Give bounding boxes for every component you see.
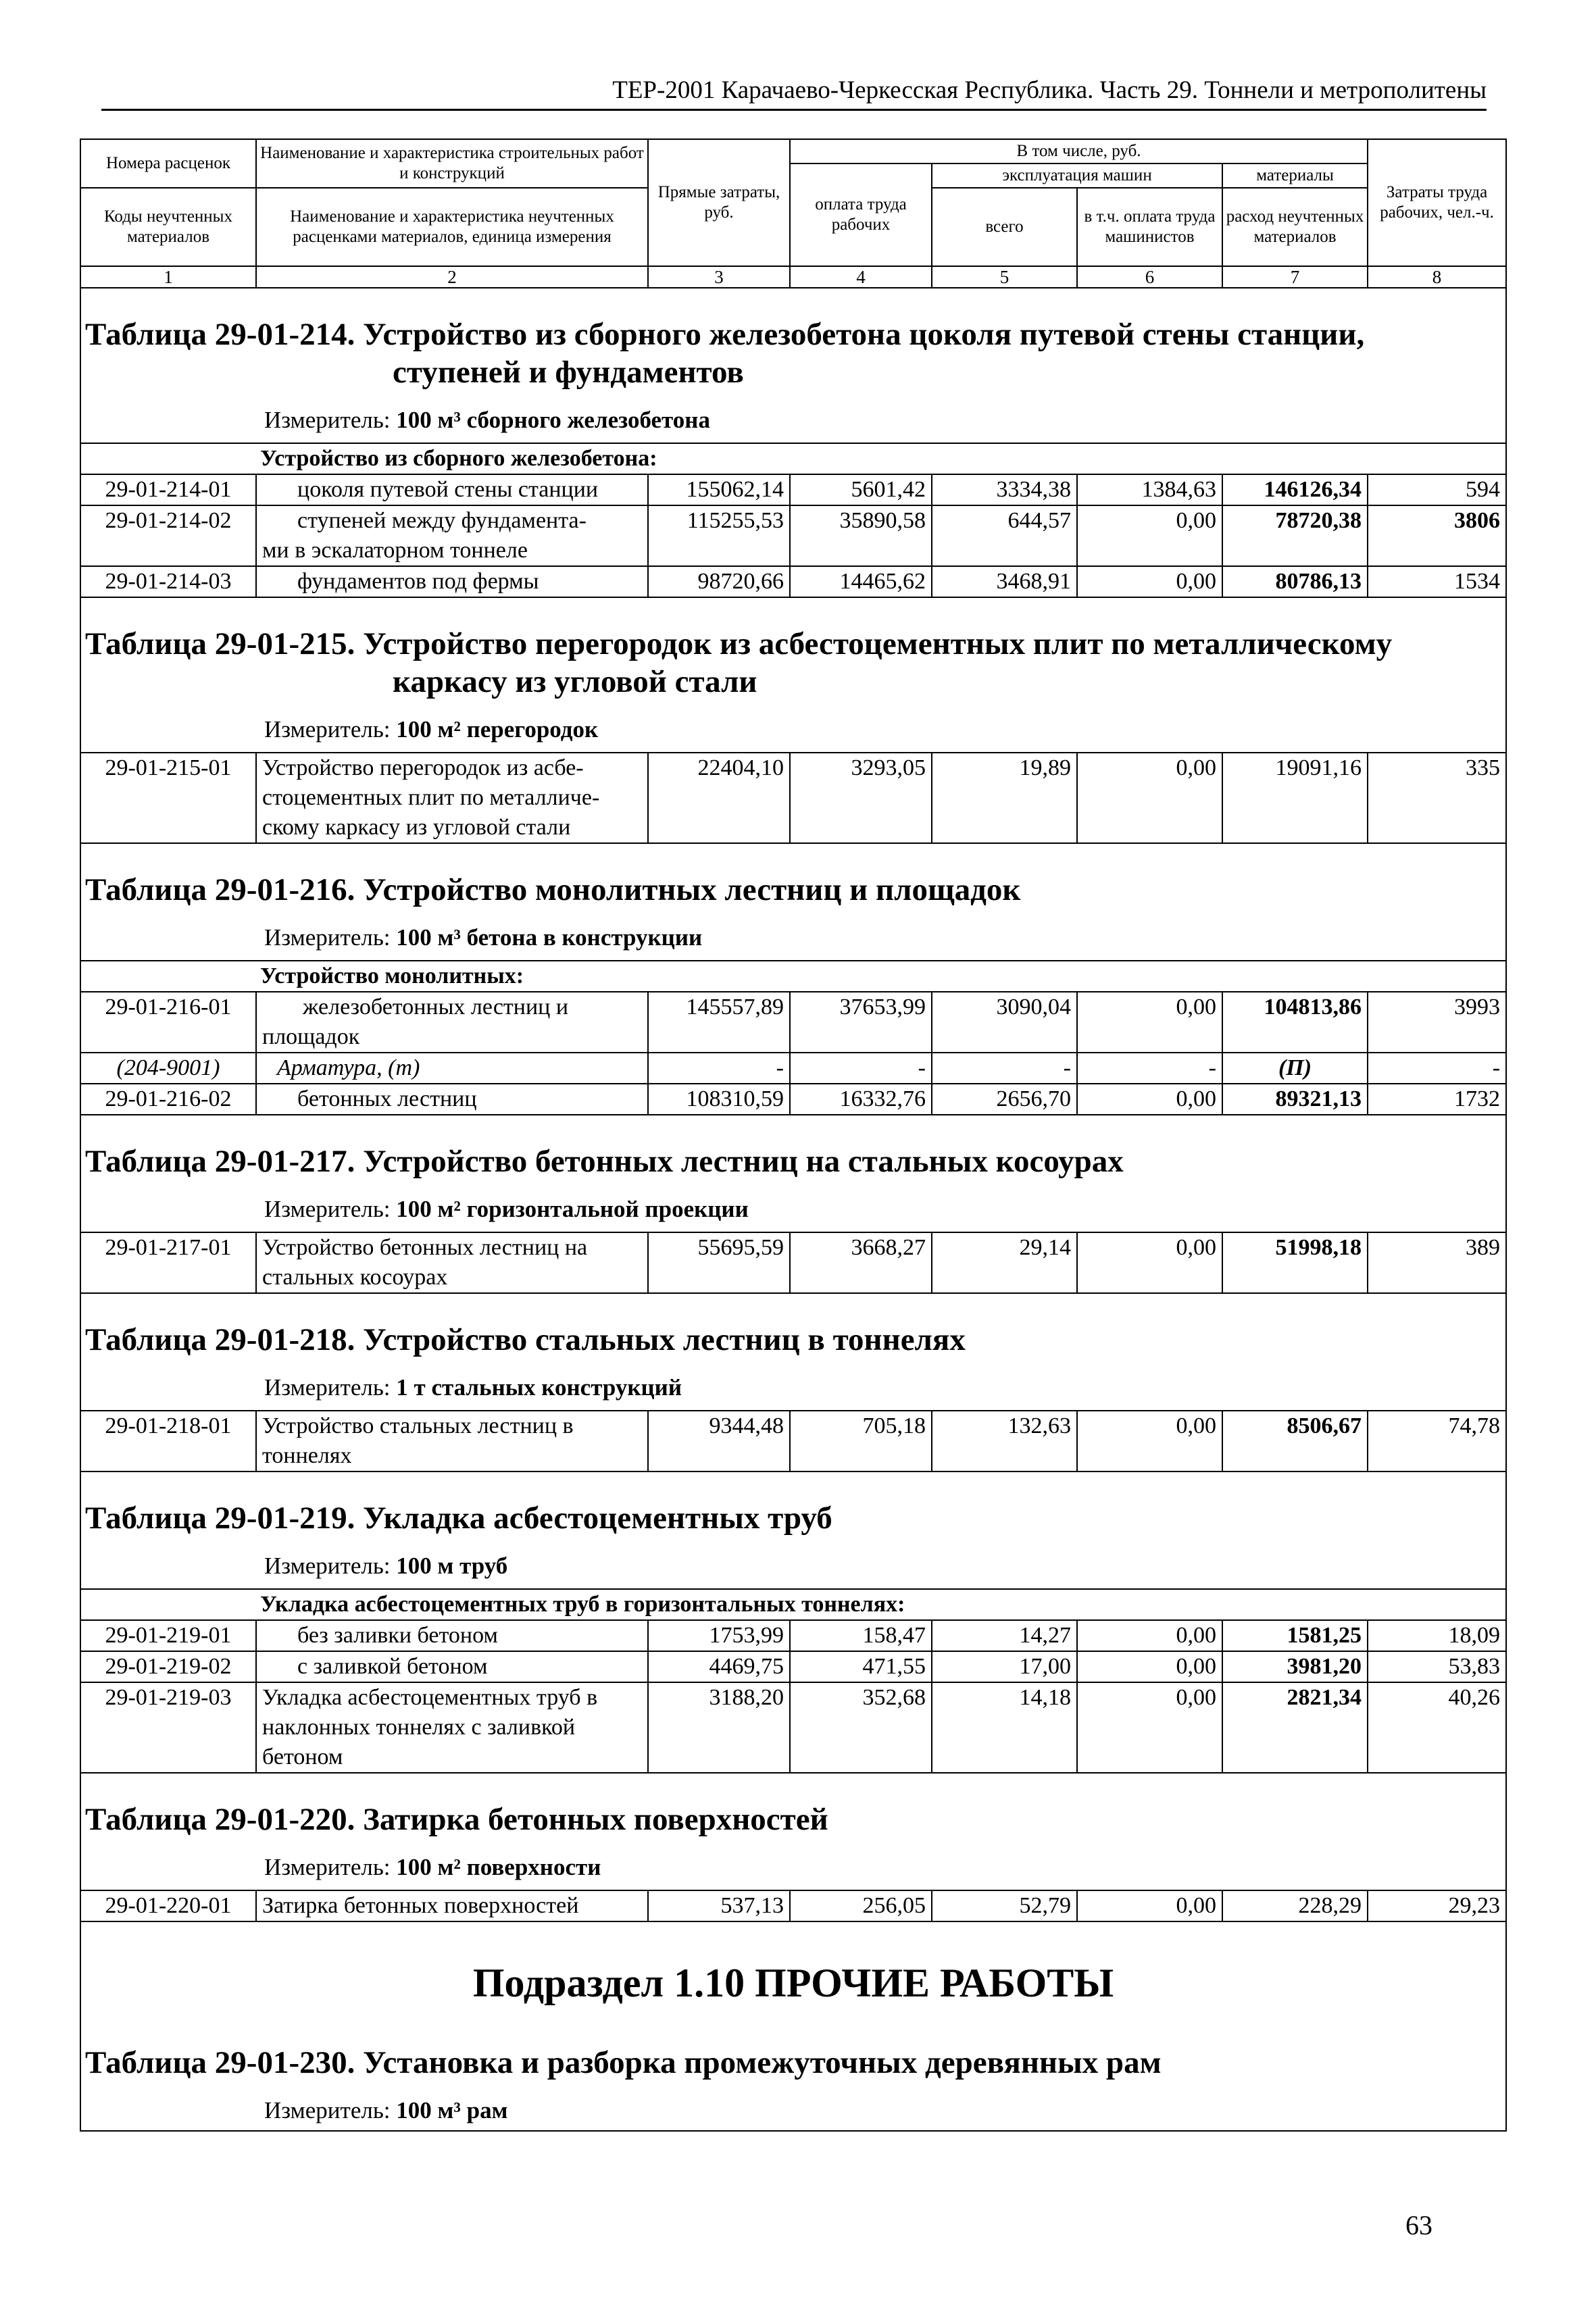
table-title-block xyxy=(80,1773,1506,1890)
table-row: 29-01-217-01 Устройство бетонных лестниц на стальных косоурах 55695,59 3668,27 29,14 0,00 51998,18 389 xyxy=(80,1232,1506,1293)
section-heading: Подраздел 1.10 ПРОЧИЕ РАБОТЫ xyxy=(472,1961,1114,2005)
table-title-block xyxy=(80,1472,1506,1589)
table-title-cont: ступеней и фундаментов xyxy=(393,355,744,390)
col-header-hours: Затраты труда рабочих, чел.-ч. xyxy=(1368,139,1506,266)
col-header-exploit: эксплуатация машин xyxy=(932,164,1222,188)
table-title: Таблица 29-01-214. Устройство из сборного железобетона цоколя путевой стены станции, xyxy=(85,317,1365,352)
table-row: 29-01-219-03 Укладка асбестоцементных труб в наклонных тоннелях с заливкой бетоном 3188,20 352,68 14,18 0,00 2821,34 40,26 xyxy=(80,1682,1506,1773)
table-row: 29-01-220-01 Затирка бетонных поверхностей 537,13 256,05 52,79 0,00 228,29 29,23 xyxy=(80,1890,1506,1921)
measure-unit: Измеритель: 100 м труб xyxy=(264,1553,508,1579)
subheading-row: Устройство из сборного железобетона: xyxy=(80,443,1506,474)
col-header-name: Наименование и характеристика строительных работ и конструкций xyxy=(256,139,648,188)
col-header-mach-labor: в т.ч. оплата труда машинистов xyxy=(1077,188,1222,266)
header-row-1 xyxy=(80,139,1506,164)
table-row: 29-01-215-01 Устройство перегородок из асбе- стоцементных плит по металличе- скому каркасу из угловой стали 22404,10 3293,05 19,89 0,00 19091,16 335 xyxy=(80,753,1506,843)
table-title-block xyxy=(80,1293,1506,1411)
table-title: Таблица 29-01-218. Устройство стальных лестниц в тоннелях xyxy=(85,1322,966,1357)
col-header-direct: Прямые затраты, руб. xyxy=(648,139,790,266)
measure-unit: Измеритель: 100 м³ бетона в конструкции xyxy=(264,924,703,951)
table-row: 29-01-216-01 железобетонных лестниц и площадок 145557,89 37653,99 3090,04 0,00 104813,86 3993 xyxy=(80,992,1506,1053)
table-title-block xyxy=(80,288,1506,443)
col-header-number: Номера расценок xyxy=(80,139,256,188)
table-title: Таблица 29-01-230. Установка и разборка промежуточных деревянных рам xyxy=(85,2045,1162,2080)
table-title: Таблица 29-01-216. Устройство монолитных лестниц и площадок xyxy=(85,872,1021,907)
measure-unit: Измеритель: 1 т стальных конструкций xyxy=(264,1374,682,1401)
col-header-mach-total: всего xyxy=(932,188,1077,266)
table-row: (204-9001) Арматура, (т) - - - - (П) - xyxy=(80,1053,1506,1084)
col-header-incl: В том числе, руб. xyxy=(790,139,1368,164)
table-row: 29-01-219-02 с заливкой бетоном 4469,75 471,55 17,00 0,00 3981,20 53,83 xyxy=(80,1651,1506,1682)
table-title: Таблица 29-01-217. Устройство бетонных лестниц на стальных косоурах xyxy=(85,1144,1124,1179)
table-row: 29-01-218-01 Устройство стальных лестниц в тоннелях 9344,48 705,18 132,63 0,00 8506,67 74,78 xyxy=(80,1411,1506,1472)
page-number: 63 xyxy=(1405,2210,1432,2240)
section-block xyxy=(80,1921,1506,2131)
measure-unit: Измеритель: 100 м² поверхности xyxy=(264,1854,601,1880)
table-title-block xyxy=(80,1115,1506,1232)
subheading-row: Устройство монолитных: xyxy=(80,961,1506,992)
measure-unit: Измеритель: 100 м³ сборного железобетона xyxy=(264,407,710,433)
col-header-labor: оплата труда рабочих xyxy=(790,164,932,266)
col-header-materials: материалы xyxy=(1222,164,1368,188)
table-title-block xyxy=(80,597,1506,753)
measure-unit: Измеритель: 100 м² перегородок xyxy=(264,716,599,743)
table-title: Таблица 29-01-219. Укладка асбестоцементных труб xyxy=(85,1501,832,1536)
table-row: 29-01-219-01 без заливки бетоном 1753,99 158,47 14,27 0,00 1581,25 18,09 xyxy=(80,1620,1506,1651)
subheading-row: Укладка асбестоцементных труб в горизонтальных тоннелях: xyxy=(80,1589,1506,1620)
table-title: Таблица 29-01-220. Затирка бетонных поверхностей xyxy=(85,1802,828,1837)
measure-unit: Измеритель: 100 м³ рам xyxy=(264,2097,508,2123)
col-header-mat-usage: расход неучтенных материалов xyxy=(1222,188,1368,266)
table-title: Таблица 29-01-215. Устройство перегородок из асбестоцементных плит по металлическому xyxy=(85,626,1393,661)
col-header-materials-name: Наименование и характеристика неучтенных расценками материалов, единица измерения xyxy=(256,188,648,266)
table-row: 29-01-216-02 бетонных лестниц 108310,59 16332,76 2656,70 0,00 89321,13 1732 xyxy=(80,1084,1506,1115)
column-number-row: 1 2 3 4 5 6 7 8 xyxy=(80,266,1506,288)
col-header-codes: Коды неучтенных материалов xyxy=(80,188,256,266)
table-row: 29-01-214-01 цоколя путевой стены станции 155062,14 5601,42 3334,38 1384,63 146126,34 594 xyxy=(80,474,1506,505)
table-title-cont: каркасу из угловой стали xyxy=(393,664,757,699)
price-table xyxy=(80,139,1507,2132)
table-row: 29-01-214-02 ступеней между фундамента- ми в эскалаторном тоннеле 115255,53 35890,58 644,57 0,00 78720,38 3806 xyxy=(80,505,1506,566)
table-row: 29-01-214-03 фундаментов под фермы 98720,66 14465,62 3468,91 0,00 80786,13 1534 xyxy=(80,566,1506,597)
measure-unit: Измеритель: 100 м² горизонтальной проекции xyxy=(264,1196,749,1222)
table-title-block xyxy=(80,843,1506,961)
page-header: ТЕР-2001 Карачаево-Черкесская Республика. Часть 29. Тоннели и метрополитены xyxy=(101,76,1487,111)
